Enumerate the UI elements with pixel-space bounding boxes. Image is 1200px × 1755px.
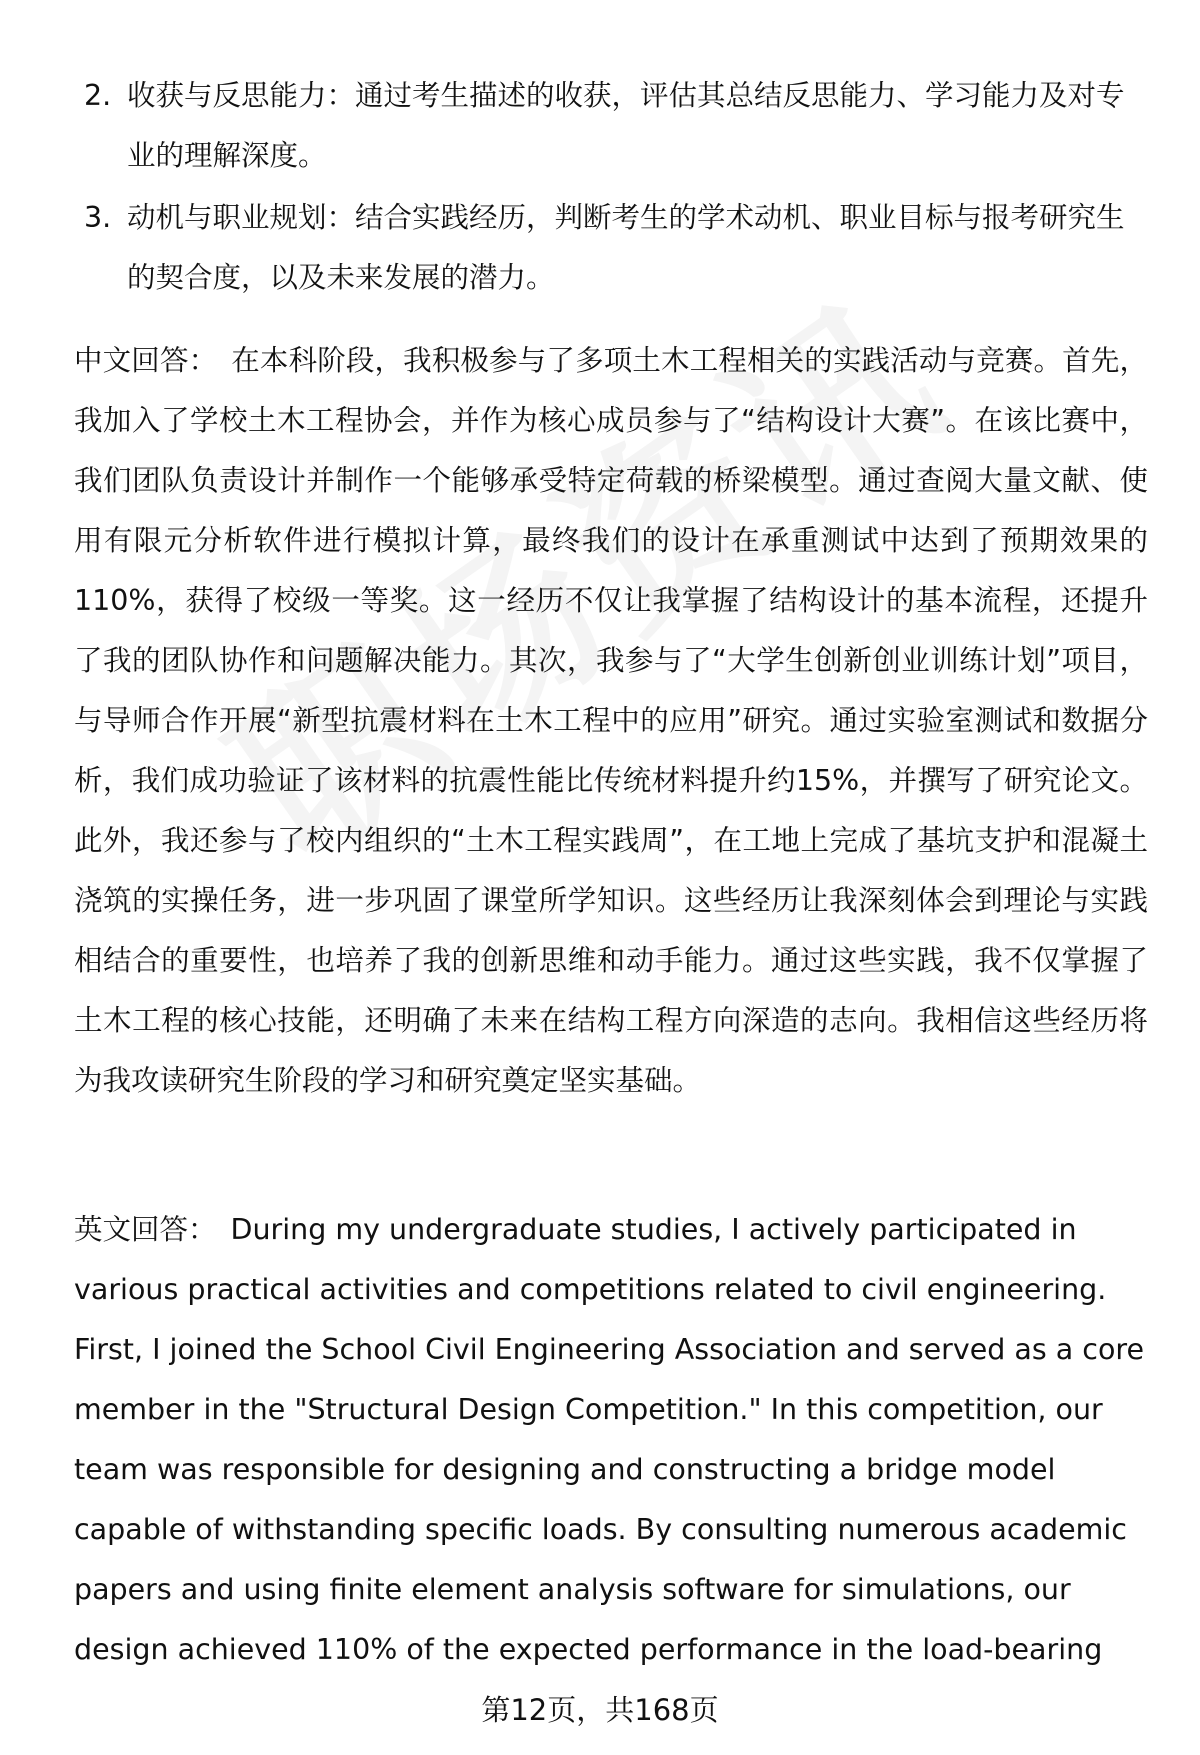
english-answer-text: During my undergraduate studies, I actively participated in various practical activities and competitions related to civil engineering. First, I joined the School Civil Engineering Association and served as a core member in the "Structural Design Competition." In this competition, our team was responsible for designing and constructing a bridge model capable of withstanding specific loads. By consulting numerous academic papers and using finite element analysis software for simulations, our design achieved 110% of the expected performance in the load-bearing bbox=[74, 1213, 1145, 1666]
list-text: 收获与反思能力：通过考生描述的收获，评估其总结反思能力、学习能力及对专业的理解深度。 bbox=[127, 79, 1125, 172]
english-answer-label: 英文回答： bbox=[74, 1213, 217, 1246]
list-item bbox=[72, 188, 1142, 308]
criteria-list bbox=[72, 66, 1142, 310]
page-number: 第12页，共168页 bbox=[481, 1693, 719, 1727]
list-item bbox=[72, 66, 1142, 186]
english-answer-paragraph bbox=[74, 1200, 1148, 1680]
page-footer bbox=[0, 1690, 1200, 1730]
chinese-answer-text: 在本科阶段，我积极参与了多项土木工程相关的实践活动与竞赛。首先，我加入了学校土木工程协会，并作为核心成员参与了“结构设计大赛”。在该比赛中，我们团队负责设计并制作一个能够承受特定荷载的桥梁模型。通过查阅大量文献、使用有限元分析软件进行模拟计算，最终我们的设计在承重测试中达到了预期效果的110%，获得了校级一等奖。这一经历不仅让我掌握了结构设计的基本流程，还提升了我的团队协作和问题解决能力。其次，我参与了“大学生创新创业训练计划”项目，与导师合作开展“新型抗震材料在土木工程中的应用”研究。通过实验室测试和数据分析，我们成功验证了该材料的抗震性能比传统材料提升约15%，并撰写了研究论文。此外，我还参与了校内组织的“土木工程实践周”，在工地上完成了基坑支护和混凝土浇筑的实操任务，进一步巩固了课堂所学知识。这些经历让我深刻体会到理论与实践相结合的重要性，也培养了我的创新思维和动手能力。通过这些实践，我不仅掌握了土木工程的核心技能，还明确了未来在结构工程方向深造的志向。我相信这些经历将为我攻读研究生阶段的学习和研究奠定坚实基础。 bbox=[74, 344, 1148, 1097]
list-number: 3. bbox=[84, 201, 112, 234]
chinese-answer-label: 中文回答： bbox=[74, 344, 218, 377]
chinese-answer-paragraph bbox=[74, 331, 1148, 1111]
list-number: 2. bbox=[84, 79, 112, 112]
list-text: 动机与职业规划：结合实践经历，判断考生的学术动机、职业目标与报考研究生的契合度，以及未来发展的潜力。 bbox=[127, 201, 1125, 294]
